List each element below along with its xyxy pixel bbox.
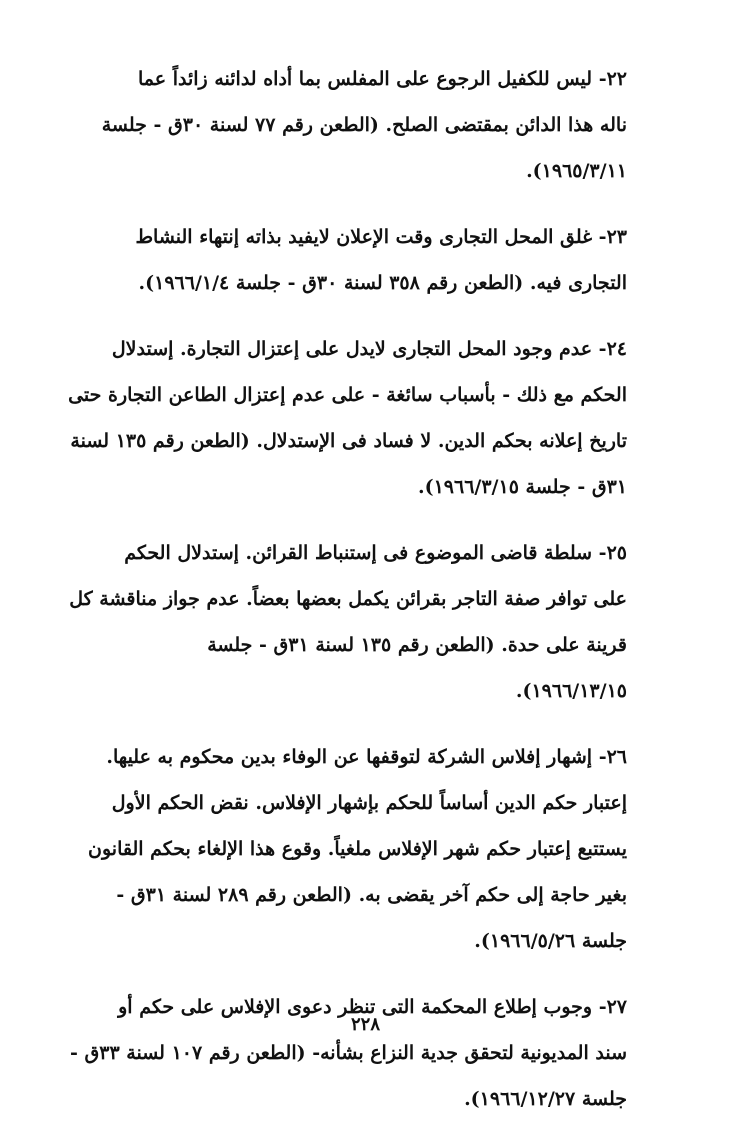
paragraph-line: يستتبع إعتبار حكم شهر الإفلاس ملغياً. وقوع هذا الإلغاء بحكم القانون <box>88 838 627 860</box>
paragraph-line: ٢٥- سلطة قاضى الموضوع فى إستنباط القرائن. إستدلال الحكم <box>124 542 627 564</box>
page-number: ٢٢٨ <box>350 1014 380 1035</box>
paragraph-line: التجارى فيه. (الطعن رقم ٣٥٨ لسنة ٣٠ق - جلسة ١٩٦٦/١/٤). <box>138 272 627 294</box>
paragraph-line: ١٩٦٥/٣/١١). <box>526 160 627 182</box>
paragraph-line: على توافر صفة التاجر بقرائن يكمل بعضها بعضاً. عدم جواز مناقشة كل <box>69 588 627 610</box>
paragraph-line: جلسة ١٩٦٦/٥/٢٦). <box>474 930 627 952</box>
paragraph-line: ٢٣- غلق المحل التجارى وقت الإعلان لايفيد بذاته إنتهاء النشاط <box>135 226 627 248</box>
paragraph-line: الحكم مع ذلك - بأسباب سائغة - على عدم إعتزال الطاعن التجارة حتى <box>68 384 627 406</box>
paragraph-line: ١٩٦٦/١٣/١٥). <box>515 680 627 702</box>
paragraph-line: بغير حاجة إلى حكم آخر يقضى به. (الطعن رقم ٢٨٩ لسنة ٣١ق - <box>116 884 627 906</box>
paragraph-27 <box>70 984 627 1122</box>
paragraph-line: سند المديونية لتحقق جدية النزاع بشأنه- (الطعن رقم ١٠٧ لسنة ٣٣ق - <box>70 1042 627 1064</box>
paragraph-line: ٢٢- ليس للكفيل الرجوع على المفلس بما أداه لدائنه زائداً عما <box>138 68 627 90</box>
paragraph-26 <box>82 734 627 964</box>
paragraph-line: تاريخ إعلانه بحكم الدين. لا فساد فى الإستدلال. (الطعن رقم ١٣٥ لسنة <box>70 430 627 452</box>
paragraph-line: ٢٤- عدم وجود المحل التجارى لايدل على إعتزال التجارة. إستدلال <box>111 338 627 360</box>
paragraph-line: ٢٧- وجوب إطلاع المحكمة التى تنظر دعوى الإفلاس على حكم أو <box>118 996 627 1018</box>
paragraph-23 <box>82 214 627 306</box>
paragraph-25 <box>69 530 627 714</box>
paragraph-line: إعتبار حكم الدين أساساً للحكم بإشهار الإفلاس. نقض الحكم الأول <box>111 792 627 814</box>
paragraph-line: ناله هذا الدائن بمقتضى الصلح. (الطعن رقم ٧٧ لسنة ٣٠ق - جلسة <box>101 114 627 136</box>
paragraph-22 <box>82 56 627 194</box>
paragraph-line: قرينة على حدة. (الطعن رقم ١٣٥ لسنة ٣١ق - جلسة <box>207 634 627 656</box>
paragraph-line: ٢٦- إشهار إفلاس الشركة لتوقفها عن الوفاء بدين محكوم به عليها. <box>106 746 627 768</box>
paragraph-line: جلسة ١٩٦٦/١٢/٢٧). <box>464 1088 627 1110</box>
paragraph-24 <box>68 326 627 510</box>
paragraph-line: ٣١ق - جلسة ١٩٦٦/٣/١٥). <box>417 476 627 498</box>
